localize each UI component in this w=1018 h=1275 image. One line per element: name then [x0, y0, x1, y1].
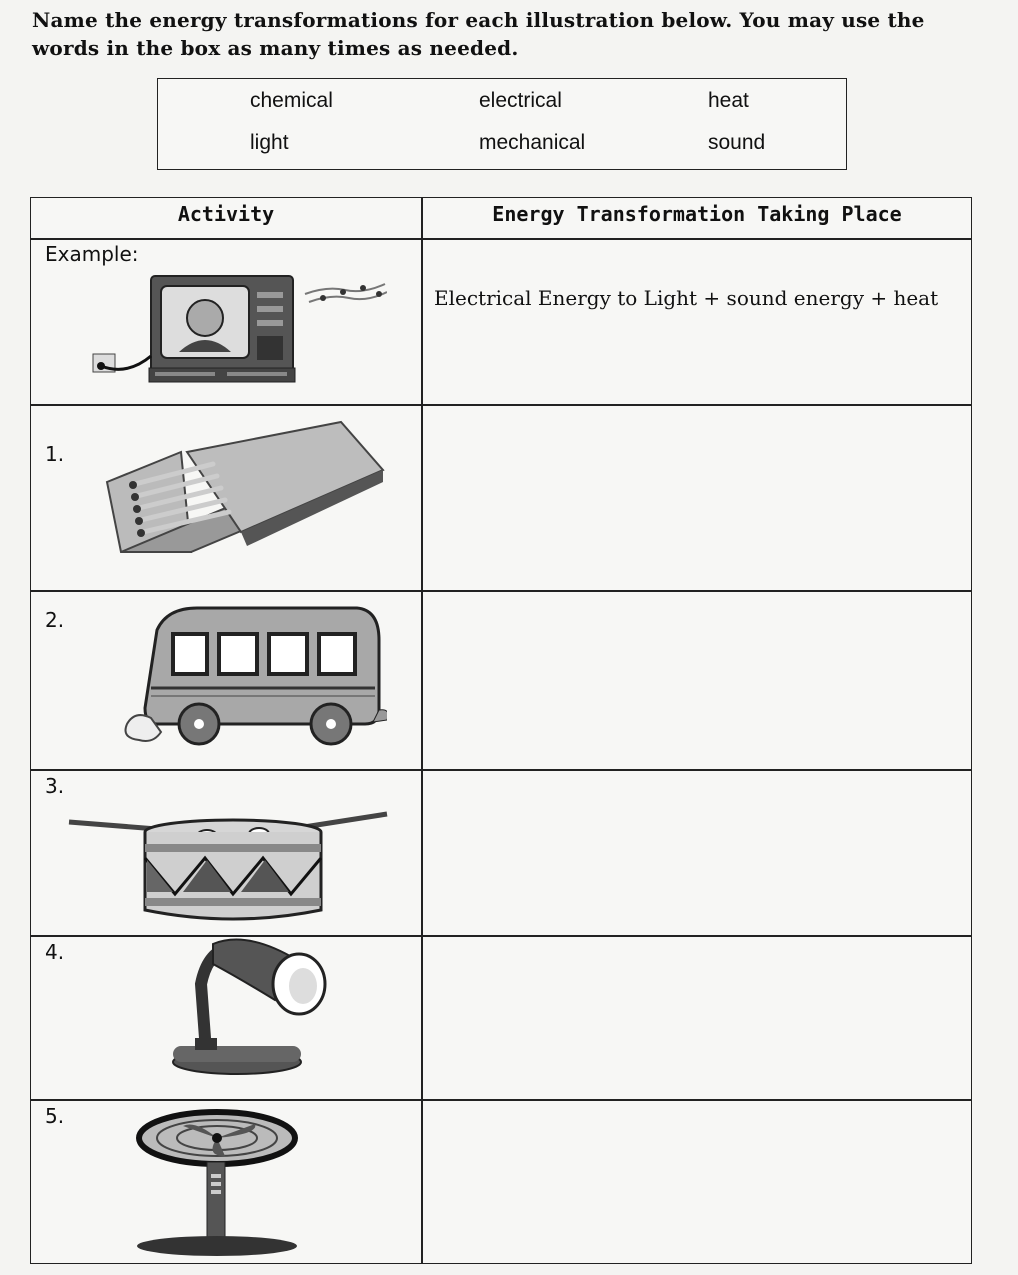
answer-example: Electrical Energy to Light + sound energy + heat	[434, 286, 939, 310]
energy-table	[30, 197, 972, 1264]
matchbox-icon	[101, 412, 391, 562]
word-electrical: electrical	[479, 89, 562, 112]
word-mechanical: mechanical	[479, 131, 586, 154]
drum-icon	[65, 810, 395, 930]
row-label-3: 3.	[45, 774, 65, 798]
electric-fan-icon	[135, 1106, 315, 1261]
desk-lamp-icon	[167, 934, 347, 1084]
word-heat: heat	[708, 89, 749, 112]
row-label-1: 1.	[45, 442, 65, 466]
word-box	[157, 78, 847, 170]
word-chemical: chemical	[250, 89, 333, 112]
instructions: Name the energy transformations for each illustration below. You may use the words in the box as many times as needed.	[32, 8, 925, 60]
bus-icon	[117, 600, 387, 760]
row-label-2: 2.	[45, 608, 65, 632]
header-activity: Activity	[177, 202, 275, 226]
word-light: light	[250, 131, 289, 154]
row-label-4: 4.	[45, 940, 65, 964]
television-icon	[87, 272, 387, 392]
word-sound: sound	[708, 131, 766, 154]
row-label-5: 5.	[45, 1104, 65, 1128]
row-label-example: Example:	[45, 242, 139, 266]
header-transformation: Energy Transformation Taking Place	[492, 202, 902, 226]
